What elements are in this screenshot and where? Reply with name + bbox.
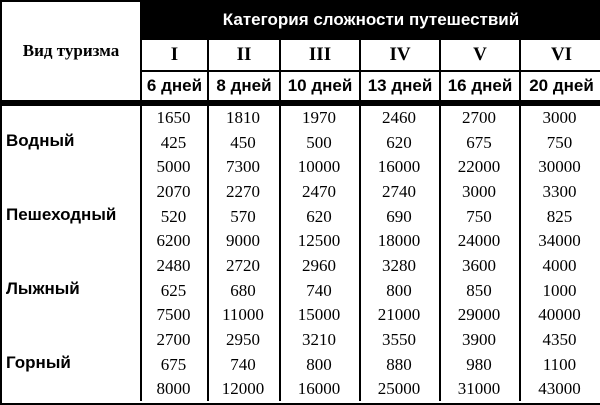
table-cell: 1810 (226, 108, 260, 127)
duration-4: 13 дней (361, 70, 441, 100)
table-cell: 2720 (226, 256, 260, 275)
table-body (0, 104, 598, 401)
category-number-5: V (441, 38, 521, 70)
category-number-3: III (281, 38, 361, 70)
table-cell: 3300 (542, 182, 577, 201)
table-cell: 25000 (377, 379, 421, 399)
table-cell: 2740 (382, 182, 416, 201)
table-cell: 1970 (302, 108, 336, 127)
sport-label: Горный (6, 353, 71, 372)
table-cell: 740 (230, 354, 256, 374)
table-cell: 4000 (542, 256, 577, 275)
table-cell: 43000 (538, 379, 581, 399)
table-cell: 750 (546, 132, 573, 152)
sport-label: Водный (6, 131, 75, 150)
table-cell: 34000 (538, 231, 581, 251)
table-cell: 16000 (377, 157, 421, 177)
row-label-header: Вид туризма (2, 2, 142, 100)
table-cell: 10000 (297, 157, 341, 177)
table-cell: 3210 (302, 330, 336, 349)
table-cell: 9000 (226, 231, 260, 251)
table-cell: 2460 (382, 108, 416, 127)
table-cell: 680 (230, 280, 256, 300)
table-cell: 3600 (462, 256, 496, 275)
sport-label: Лыжный (6, 279, 80, 298)
table-cell: 2470 (302, 182, 336, 201)
table-cell: 740 (306, 280, 332, 300)
table-cell: 800 (386, 280, 412, 300)
table-cell: 625 (160, 280, 187, 300)
category-number-6: VI (521, 38, 600, 70)
table-cell: 40000 (538, 305, 581, 325)
category-number-1: I (142, 38, 209, 70)
table-cell: 450 (230, 132, 256, 152)
table-cell: 620 (386, 132, 412, 152)
category-numbers-row (142, 38, 600, 70)
durations-row (142, 70, 600, 100)
table-cell: 22000 (457, 157, 501, 177)
table-cell: 3550 (382, 330, 416, 349)
table-cell: 2700 (156, 330, 191, 349)
table-cell: 8000 (156, 379, 191, 399)
table-cell: 3280 (382, 256, 416, 275)
table-header (2, 2, 600, 100)
table-cell: 500 (306, 132, 332, 152)
table-cell: 520 (160, 206, 187, 226)
table-cell: 675 (466, 132, 492, 152)
duration-6: 20 дней (521, 70, 600, 100)
table-cell: 425 (160, 132, 187, 152)
table-cell: 7500 (156, 305, 191, 325)
table-cell: 3000 (542, 108, 577, 127)
duration-5: 16 дней (441, 70, 521, 100)
table-cell: 2950 (226, 330, 260, 349)
table-cell: 2070 (156, 182, 191, 201)
sport-label: Пешеходный (6, 205, 117, 224)
table-cell: 1100 (542, 354, 577, 374)
table-cell: 30000 (538, 157, 581, 177)
table-cell: 2960 (302, 256, 336, 275)
table-cell: 4350 (542, 330, 577, 349)
table-cell: 15000 (297, 305, 341, 325)
category-title: Категория сложности путешествий (142, 2, 600, 38)
category-number-4: IV (361, 38, 441, 70)
duration-3: 10 дней (281, 70, 361, 100)
duration-1: 6 дней (142, 70, 209, 100)
table-cell: 690 (386, 206, 412, 226)
table-cell: 18000 (377, 231, 421, 251)
table-cell: 880 (386, 354, 412, 374)
table-cell: 570 (230, 206, 256, 226)
table-cell: 825 (546, 206, 573, 226)
table-cell: 31000 (457, 379, 501, 399)
table-cell: 7300 (226, 157, 260, 177)
table-cell: 2700 (462, 108, 496, 127)
table-cell: 24000 (457, 231, 501, 251)
table-cell: 2270 (226, 182, 260, 201)
table-cell: 620 (306, 206, 332, 226)
table-cell: 675 (160, 354, 187, 374)
table-cell: 16000 (297, 379, 341, 399)
table-cell: 21000 (377, 305, 421, 325)
table-cell: 2480 (156, 256, 191, 275)
table-cell: 12000 (221, 379, 265, 399)
table-cell: 6200 (156, 231, 191, 251)
table-cell: 5000 (156, 157, 191, 177)
table-cell: 800 (306, 354, 332, 374)
table-cell: 750 (466, 206, 492, 226)
table-cell: 1650 (156, 108, 191, 127)
table-cell: 1000 (542, 280, 577, 300)
table-cell: 3000 (462, 182, 496, 201)
table-cell: 29000 (457, 305, 501, 325)
table-cell: 980 (466, 354, 492, 374)
duration-2: 8 дней (209, 70, 281, 100)
category-number-2: II (209, 38, 281, 70)
table-cell: 12500 (297, 231, 341, 251)
table-cell: 11000 (222, 305, 264, 325)
table-cell: 850 (466, 280, 492, 300)
table-cell: 3900 (462, 330, 496, 349)
